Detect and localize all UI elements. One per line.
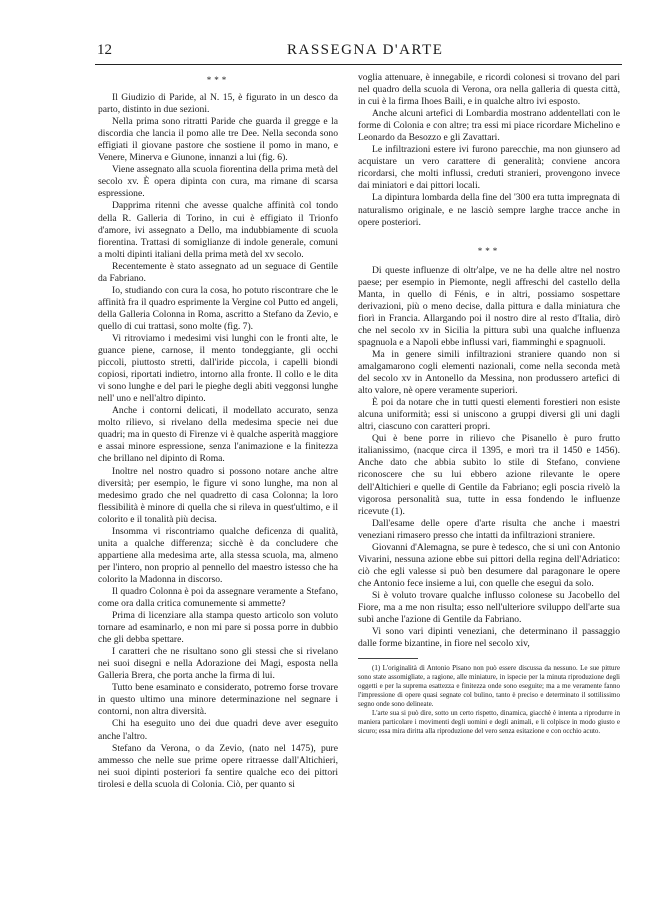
- page-number: 12: [97, 42, 112, 58]
- paragraph: Di queste influenze di oltr'alpe, ve ne ha delle altre nel nostro paese; per esempio in Piemonte, negli affreschi del castello della Manta, in quello di Fénis, e in altri, possiamo sospettare derivazioni, più o meno decise, dalla pittura e dalla miniatura che fiorì in Francia. Allargando poi il nostro dire al resto d'Italia, dirò che nel secolo xv in Sicilia la pittura subì una qualche influenza spagnuola e a Napoli ebbe influssi vari, fiamminghi e spagnuoli.: [358, 264, 620, 348]
- section-separator: ***: [206, 75, 230, 85]
- running-title: RASSEGNA D'ARTE: [287, 42, 444, 58]
- paragraph: Il Giudizio di Paride, al N. 15, è figurato in un desco da parto, distinto in due sezioni.: [98, 92, 338, 116]
- paragraph: Dall'esame delle opere d'arte risulta che anche i maestri veneziani rimasero presso che intatti da infiltrazioni straniere.: [358, 517, 620, 541]
- paragraph: Stefano da Verona, o da Zevio, (nato nel 1475), pure ammesso che nelle sue prime opere ritraesse dall'Altichieri, nei suoi dipinti posteriori fa sentire qualche eco dei pittori tirolesi e della scuola di Colonia. Ciò, per quanto si: [98, 742, 338, 790]
- paragraph: Nella prima sono ritratti Paride che guarda il gregge e la discordia che lancia il pomo alle tre Dee. Nella seconda sono effigiati il giovane pastore che sostiene il pomo in mano, e Venere, Minerva e Giunone, innanzi a lui (fig. 6).: [98, 116, 338, 164]
- paragraph: Vi ritroviamo i medesimi visi lunghi con le fronti alte, le guance piene, carnose, il mento tondeggiante, gli occhi piccoli, piuttosto stretti, dall'iride piccola, i capelli biondi copiosi, riportati indietro, intorno alla fronte. Il collo e le dita vi sono lunghe e del pari le pieghe degli abiti veggonsi lunghe nell' uno e nell'altro dipinto.: [98, 332, 338, 405]
- paragraph: Anche alcuni artefici di Lombardia mostrano addentellati con le forme di Colonia e con altre; tra essi mi piace ricordare Michelino e Leonardo da Besozzo e gli Zavattari.: [358, 108, 620, 144]
- paragraph: Viene assegnato alla scuola fiorentina della prima metà del secolo xv. È opera dipinta con cura, ma rimane di scarsa espressione.: [98, 164, 338, 200]
- paragraph: Dapprima ritenni che avesse qualche affinità col tondo della R. Galleria di Torino, in cui è effigiato il Trionfo d'amore, ivi assegnato a Dello, ma indubbiamente di scuola fiorentina. Trattasi di somiglianze di indole generale, comuni a molti dipinti italiani della prima metà del xv secolo.: [98, 200, 338, 260]
- paragraph: Tutto bene esaminato e considerato, potremo forse trovare in questo ultimo una minore determinazione nel segnare i contorni, non altra diversità.: [98, 682, 338, 718]
- footnote: L'arte sua si può dire, sotto un certo rispetto, dinamica, giacchè è intenta a riprodurre in maniera particolare i movimenti degli uomini e degli animali, e li colpisce in modo giusto e sicuro; essa mira diritta alla riproduzione del vero senza esitazione e con occhio acuto.: [358, 708, 620, 735]
- paragraph: Prima di licenziare alla stampa questo articolo son voluto tornare ad esaminarlo, e non mi pare si possa porre in dubbio che gli debba spettare.: [98, 610, 338, 646]
- paragraph: Chi ha eseguito uno dei due quadri deve aver eseguito anche l'altro.: [98, 718, 338, 742]
- footnote: (1) L'originalità di Antonio Pisano non può essere discussa da nessuno. Le sue pitture sono state assomigliate, a ragione, alle miniature, in ispecie per la minuta riproduzione degli oggetti e per la suprema esattezza e finitezza onde sono eseguite; ma a me veramente fanno l'impressione di opere quasi segnate col bulino, tanto è preciso e determinato il sottilissimo segno onde sono delineate.: [358, 664, 620, 708]
- right-column: [358, 72, 620, 735]
- paragraph: È poi da notare che in tutti questi elementi forestieri non esiste alcuna uniformità; essi si uniscono a gruppi diversi gli uni dagli altri, ciascuno con caratteri propri.: [358, 397, 620, 433]
- paragraph: Vi sono vari dipinti veneziani, che determinano il passaggio dalle forme bizantine, in fiore nel secolo xiv,: [358, 626, 620, 650]
- paragraph: Recentemente è stato assegnato ad un seguace di Gentile da Fabriano.: [98, 260, 338, 284]
- header-rule: [95, 64, 622, 65]
- paragraph: I caratteri che ne risultano sono gli stessi che si rivelano nei suoi disegni e nella Adorazione dei Magi, esposta nella Galleria Brera, che porta anche la firma di lui.: [98, 646, 338, 682]
- paragraph: voglia attenuare, è innegabile, e ricordi colonesi si trovano del pari nel quadro della scuola di Verona, ora nella galleria di questa città, in cui è la firma Ihoes Baili, e in qualche altro ivi esposto.: [358, 72, 620, 108]
- paragraph: Inoltre nel nostro quadro si possono notare anche altre diversità; per esempio, le figure vi sono lunghe, ma non al medesimo grado che nel quadretto di casa Colonna; la loro flessibilità è minore di quella che si rileva in quest'ultimo, e il colorito e il tonalità più decisa.: [98, 465, 338, 525]
- paragraph: Il quadro Colonna è poi da assegnare veramente a Stefano, come ora dalla critica comunemente si ammette?: [98, 585, 338, 610]
- paragraph: Qui è bene porre in rilievo che Pisanello è puro frutto italianissimo, (nacque circa il 1395, e morì tra il 1450 e 1456). Anche dato che abbia subìto lo stile di Stefano, conviene riconoscere che su lui ebbero azione rilevante le opere dell'Altichieri e quelle di Gentile da Fabriano; egli poscia rivelò la vigorosa personalità sua, tutte in essa fondendo le influenze ricevute (1).: [358, 433, 620, 517]
- footnote-rule: [358, 658, 418, 659]
- paragraph: Giovanni d'Alemagna, se pure è tedesco, che si unì con Antonio Vivarini, nessuna azione ebbe sui pittori della regina dell'Adriatico: ciò che egli valesse si può ben desumere dal paragonare le opere che Antonio fece insieme a lui, con quelle che eseguì da solo.: [358, 541, 620, 589]
- page-header: [97, 42, 620, 62]
- paragraph: Io, studiando con cura la cosa, ho potuto riscontrare che le affinità fra il quadro esprimente la Vergine col Putto ed angeli, della Galleria Colonna in Roma, ascritto a Stefano da Zevio, e quello di cui trattasi, sono molte (fig. 7).: [98, 284, 338, 332]
- paragraph: Si è voluto trovare qualche influsso colonese su Jacobello del Fiore, ma a me non risulta; esso nell'ulteriore sviluppo dell'arte sua subì anche l'azione di Gentile da Fabriano.: [358, 589, 620, 626]
- section-separator: ***: [477, 245, 501, 256]
- paragraph: Ma in genere simili infiltrazioni straniere quando non si amalgamarono cogli elementi nazionali, come nella seconda metà del secolo xv in Antonello da Messina, non produssero artefici di alto valore, nè opere veramente superiori.: [358, 348, 620, 397]
- paragraph: La dipintura lombarda della fine del '300 era tutta impregnata di naturalismo originale, e ne lasciò sempre larghe tracce anche in opere posteriori.: [358, 192, 620, 228]
- paragraph: Insomma vi riscontriamo qualche deficenza di qualità, unita a qualche differenza; sicchè è da concludere che appartiene alla medesima arte, alla stessa scuola, ma, almeno per l'intero, non proprio al pennello del maestro istesso che ha colorito la Madonna in discorso.: [98, 525, 338, 585]
- paragraph: Anche i contorni delicati, il modellato accurato, senza molto rilievo, si rivelano della medesima specie nei due quadri; ma in questo di Firenze vi è qualche asperità maggiore e assai minore espressione, senza l'animazione e la finitezza che brillano nel dipinto di Roma.: [98, 405, 338, 465]
- left-column: [98, 72, 338, 791]
- paragraph: Le infiltrazioni estere ivi furono parecchie, ma non giunsero ad acquistare un vero carattere di generalità; conviene ancora ricordarsi, che molti influssi, creduti stranieri, provengono invece dai miniatori e dai pittori locali.: [358, 144, 620, 192]
